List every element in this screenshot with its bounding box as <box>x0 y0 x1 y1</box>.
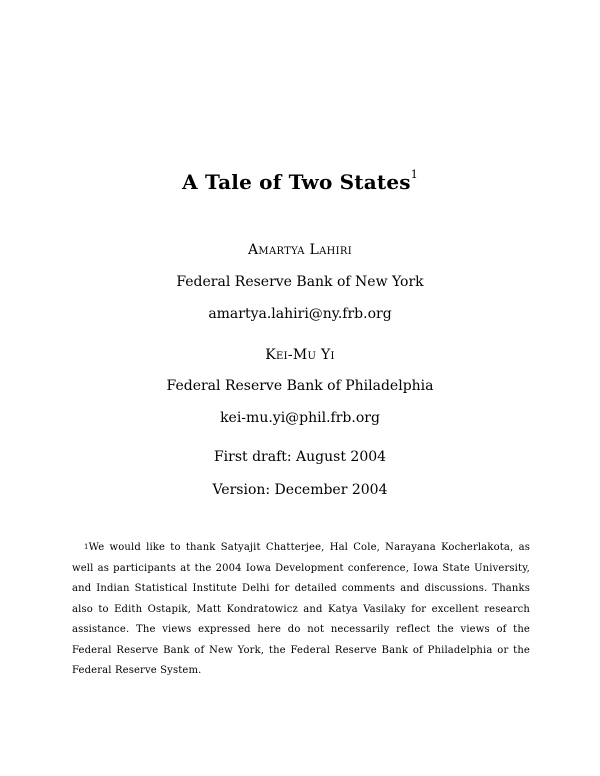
title-footnote-mark: 1 <box>410 168 418 181</box>
author-name: Kei-Mu Yi <box>265 347 335 363</box>
author-affiliation: Federal Reserve Bank of New York <box>176 274 424 290</box>
footnote-mark: 1 <box>84 543 89 551</box>
version-date: Version: December 2004 <box>212 482 388 498</box>
footnote-text: We would like to thank Satyajit Chatterjee, Hal Cole, Narayana Kocherlakota, as well as participants at the 2004 Iowa Development conference, Iowa State University, and Indian Statistical Institute Delhi for detailed comments and discussions. Thanks also to Edith Ostapik, Matt Kondratowicz and Katya Vasilaky for excellent research assistance. The views expressed here do not necessarily reflect the views of the Federal Reserve Bank of New York, the Federal Reserve Bank of Philadelphia or the Federal Reserve System. <box>72 542 530 676</box>
author-email: kei-mu.yi@phil.frb.org <box>220 410 380 426</box>
author-name: Amartya Lahiri <box>248 242 352 258</box>
author-affiliation: Federal Reserve Bank of Philadelphia <box>166 378 434 394</box>
first-draft-date: First draft: August 2004 <box>213 449 387 465</box>
paper-title-text: A Tale of Two States <box>182 170 411 194</box>
author-email: amartya.lahiri@ny.frb.org <box>208 306 392 322</box>
acknowledgement-footnote <box>72 538 530 682</box>
paper-title <box>0 170 600 194</box>
